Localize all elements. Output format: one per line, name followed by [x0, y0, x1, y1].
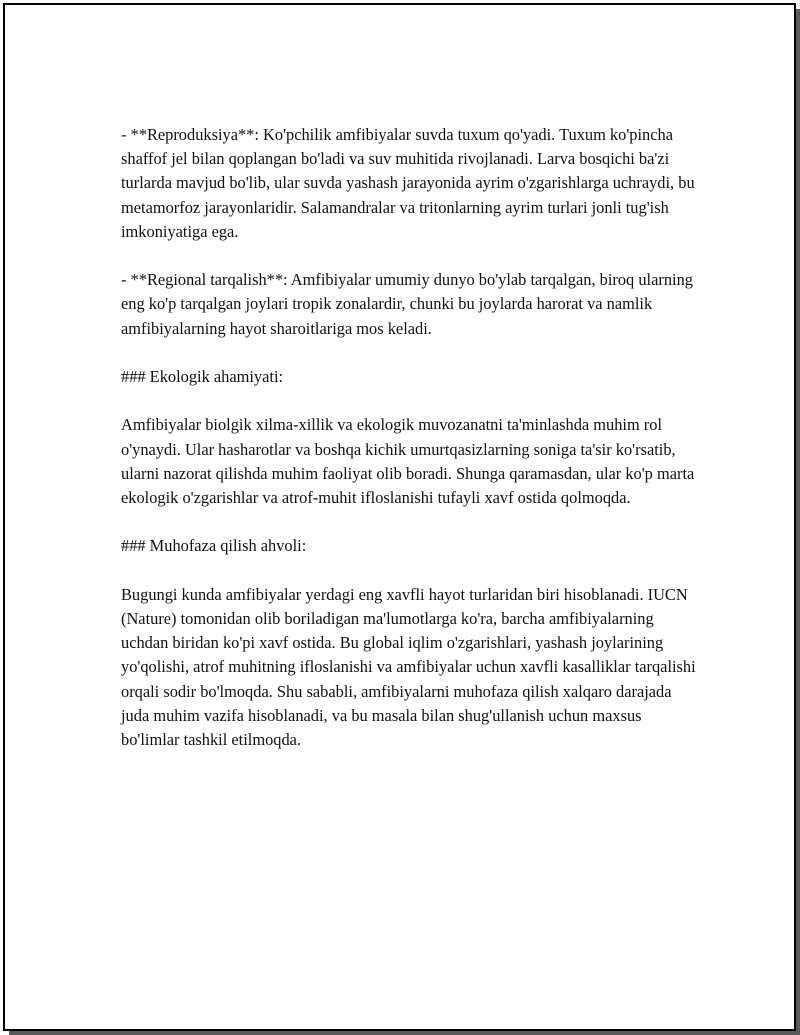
document-body: [121, 123, 701, 776]
heading-ecological-importance: ### Ekologik ahamiyati:: [121, 367, 284, 386]
paragraph-ecological-importance: Amfibiyalar biolgik xilma-xillik va ekologik muvozanatni ta'minlashda muhim rol o'ynaydi. Ular hasharotlar va boshqa kichik umurtqasizlarning soniga ta'sir ko'rsatib, ularni nazorat qilishda muhim faoliyat olib boradi. Shunga qaramasdan, ular ko'p marta ekologik o'zgarishlar va atrof-muhit ifloslanishi tufayli xavf ostida qolmoqda.: [121, 415, 695, 507]
paragraph-reproduction: - **Reproduksiya**: Ko'pchilik amfibiyalar suvda tuxum qo'yadi. Tuxum ko'pincha shaffof jel bilan qoplangan bo'ladi va suv muhitida rivojlanadi. Larva bosqichi ba'zi turlarda mavjud bo'lib, ular suvda yashash jarayonida ayrim o'zgarishlarga uchraydi, bu metamorfoz jarayonlaridir. Salamandralar va tritonlarning ayrim turlari jonli tug'ish imkoniyatiga ega.: [121, 125, 695, 241]
paragraph-regional-distribution: - **Regional tarqalish**: Amfibiyalar umumiy dunyo bo'ylab tarqalgan, biroq ularning eng ko'p tarqalgan joylari tropik zonalardir, chunki bu joylarda harorat va namlik amfibiyalarning hayot sharoitlariga mos keladi.: [121, 270, 693, 338]
heading-conservation-status: ### Muhofaza qilish ahvoli:: [121, 536, 307, 556]
document-page: [3, 3, 796, 1031]
paragraph-conservation-status: Bugungi kunda amfibiyalar yerdagi eng xavfli hayot turlaridan biri hisoblanadi. IUCN (Nature) tomonidan olib boriladigan ma'lumotlarga ko'ra, barcha amfibiyalarning uchdan biridan ko'pi xavf ostida. Bu global iqlim o'zgarishlari, yashash joylarining yo'qolishi, atrof muhitning ifloslanishi va amfibiyalar uchun xavfli kasalliklar tarqalishi orqali sodir bo'lmoqda. Shu sababli, amfibiyalarni muhofaza qilish xalqaro darajada juda muhim vazifa hisoblanadi, va bu masala bilan shug'ullanish uchun maxsus bo'limlar tashkil etilmoqda.: [121, 584, 696, 749]
